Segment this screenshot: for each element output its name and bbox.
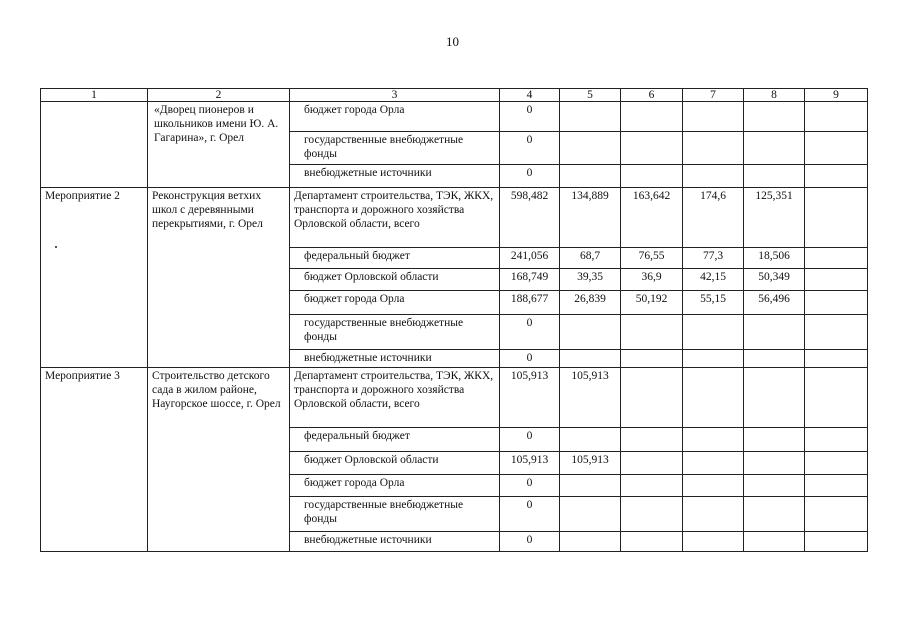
source-cell: Департамент строительства, ТЭК, ЖКХ, транспорта и дорожного хозяйства Орловской области, всего [290, 368, 500, 428]
value-cell: 50,349 [744, 269, 805, 291]
value-cell [744, 315, 805, 350]
value-cell: 36,9 [621, 269, 683, 291]
value-cell [560, 497, 621, 532]
header-cell: 8 [744, 89, 805, 102]
value-cell [560, 475, 621, 497]
value-cell: 0 [500, 102, 560, 132]
source-cell: Департамент строительства, ТЭК, ЖКХ, транспорта и дорожного хозяйства Орловской области, всего [290, 188, 500, 248]
value-cell [744, 497, 805, 532]
value-cell [560, 165, 621, 188]
value-cell [683, 497, 744, 532]
value-cell: 105,913 [560, 368, 621, 428]
value-cell: 241,056 [500, 248, 560, 269]
value-cell: 18,506 [744, 248, 805, 269]
value-cell [805, 269, 868, 291]
value-cell [683, 452, 744, 475]
value-cell [683, 532, 744, 552]
value-cell [560, 315, 621, 350]
value-cell [621, 497, 683, 532]
value-cell: 134,889 [560, 188, 621, 248]
value-cell: 0 [500, 532, 560, 552]
object-cell: Реконструкция ветхих школ с деревянными перекрытиями, г. Орел [148, 188, 290, 368]
header-cell: 6 [621, 89, 683, 102]
source-cell: внебюджетные источники [290, 532, 500, 552]
value-cell [805, 497, 868, 532]
value-cell: 76,55 [621, 248, 683, 269]
value-cell: 105,913 [500, 368, 560, 428]
value-cell [805, 368, 868, 428]
table-row [41, 368, 868, 428]
value-cell: 598,482 [500, 188, 560, 248]
value-cell: 0 [500, 497, 560, 532]
value-cell [805, 132, 868, 165]
value-cell [683, 315, 744, 350]
header-row [41, 89, 868, 102]
value-cell: 0 [500, 315, 560, 350]
value-cell [560, 102, 621, 132]
header-cell: 4 [500, 89, 560, 102]
value-cell: 174,6 [683, 188, 744, 248]
source-cell: внебюджетные источники [290, 350, 500, 368]
value-cell [621, 350, 683, 368]
value-cell [683, 428, 744, 452]
value-cell [805, 428, 868, 452]
value-cell: 56,496 [744, 291, 805, 315]
value-cell: 0 [500, 350, 560, 368]
value-cell [560, 350, 621, 368]
value-cell [744, 165, 805, 188]
value-cell: 105,913 [560, 452, 621, 475]
value-cell [744, 132, 805, 165]
value-cell [805, 188, 868, 248]
value-cell [805, 532, 868, 552]
value-cell: 26,839 [560, 291, 621, 315]
value-cell [805, 248, 868, 269]
value-cell: 105,913 [500, 452, 560, 475]
value-cell [805, 102, 868, 132]
value-cell [805, 165, 868, 188]
header-cell: 5 [560, 89, 621, 102]
value-cell [621, 532, 683, 552]
event-cell: Мероприятие 3 [41, 368, 148, 552]
value-cell [744, 532, 805, 552]
header-cell: 3 [290, 89, 500, 102]
value-cell: 55,15 [683, 291, 744, 315]
event-cell [41, 102, 148, 188]
header-cell: 9 [805, 89, 868, 102]
page-number: 10 [446, 34, 459, 49]
value-cell: 168,749 [500, 269, 560, 291]
source-cell: федеральный бюджет [290, 428, 500, 452]
value-cell: 68,7 [560, 248, 621, 269]
value-cell [805, 291, 868, 315]
source-cell: бюджет Орловской области [290, 452, 500, 475]
value-cell [683, 350, 744, 368]
value-cell [683, 132, 744, 165]
event-cell: Мероприятие 2 [41, 188, 148, 368]
value-cell [683, 368, 744, 428]
value-cell [744, 452, 805, 475]
value-cell [621, 102, 683, 132]
value-cell [683, 165, 744, 188]
value-cell [621, 475, 683, 497]
source-cell: бюджет Орловской области [290, 269, 500, 291]
value-cell: 50,192 [621, 291, 683, 315]
object-cell: «Дворец пионеров и школьников имени Ю. А. Гагарина», г. Орел [148, 102, 290, 188]
value-cell [560, 132, 621, 165]
value-cell [621, 428, 683, 452]
table-row [41, 102, 868, 132]
value-cell [744, 102, 805, 132]
value-cell [744, 475, 805, 497]
value-cell [805, 350, 868, 368]
value-cell: 0 [500, 475, 560, 497]
header-cell: 2 [148, 89, 290, 102]
value-cell [744, 368, 805, 428]
value-cell: 125,351 [744, 188, 805, 248]
scan-speck [55, 246, 57, 248]
value-cell: 42,15 [683, 269, 744, 291]
source-cell: государственные внебюджетные фонды [290, 132, 500, 165]
value-cell [621, 368, 683, 428]
header-cell: 1 [41, 89, 148, 102]
value-cell [560, 532, 621, 552]
source-cell: бюджет города Орла [290, 291, 500, 315]
source-cell: государственные внебюджетные фонды [290, 497, 500, 532]
value-cell [621, 132, 683, 165]
value-cell: 39,35 [560, 269, 621, 291]
value-cell [683, 102, 744, 132]
source-cell: бюджет города Орла [290, 102, 500, 132]
value-cell: 77,3 [683, 248, 744, 269]
value-cell [621, 165, 683, 188]
value-cell [683, 475, 744, 497]
value-cell [805, 315, 868, 350]
value-cell: 0 [500, 428, 560, 452]
source-cell: бюджет города Орла [290, 475, 500, 497]
value-cell [621, 452, 683, 475]
value-cell: 0 [500, 165, 560, 188]
value-cell [744, 350, 805, 368]
source-cell: государственные внебюджетные фонды [290, 315, 500, 350]
source-cell: федеральный бюджет [290, 248, 500, 269]
value-cell: 0 [500, 132, 560, 165]
value-cell [560, 428, 621, 452]
value-cell [805, 475, 868, 497]
value-cell: 163,642 [621, 188, 683, 248]
value-cell [805, 452, 868, 475]
value-cell [744, 428, 805, 452]
value-cell: 188,677 [500, 291, 560, 315]
value-cell [621, 315, 683, 350]
budget-table [40, 88, 868, 552]
table-row [41, 188, 868, 248]
source-cell: внебюджетные источники [290, 165, 500, 188]
object-cell: Строительство детского сада в жилом районе, Наугорское шоссе, г. Орел [148, 368, 290, 552]
header-cell: 7 [683, 89, 744, 102]
